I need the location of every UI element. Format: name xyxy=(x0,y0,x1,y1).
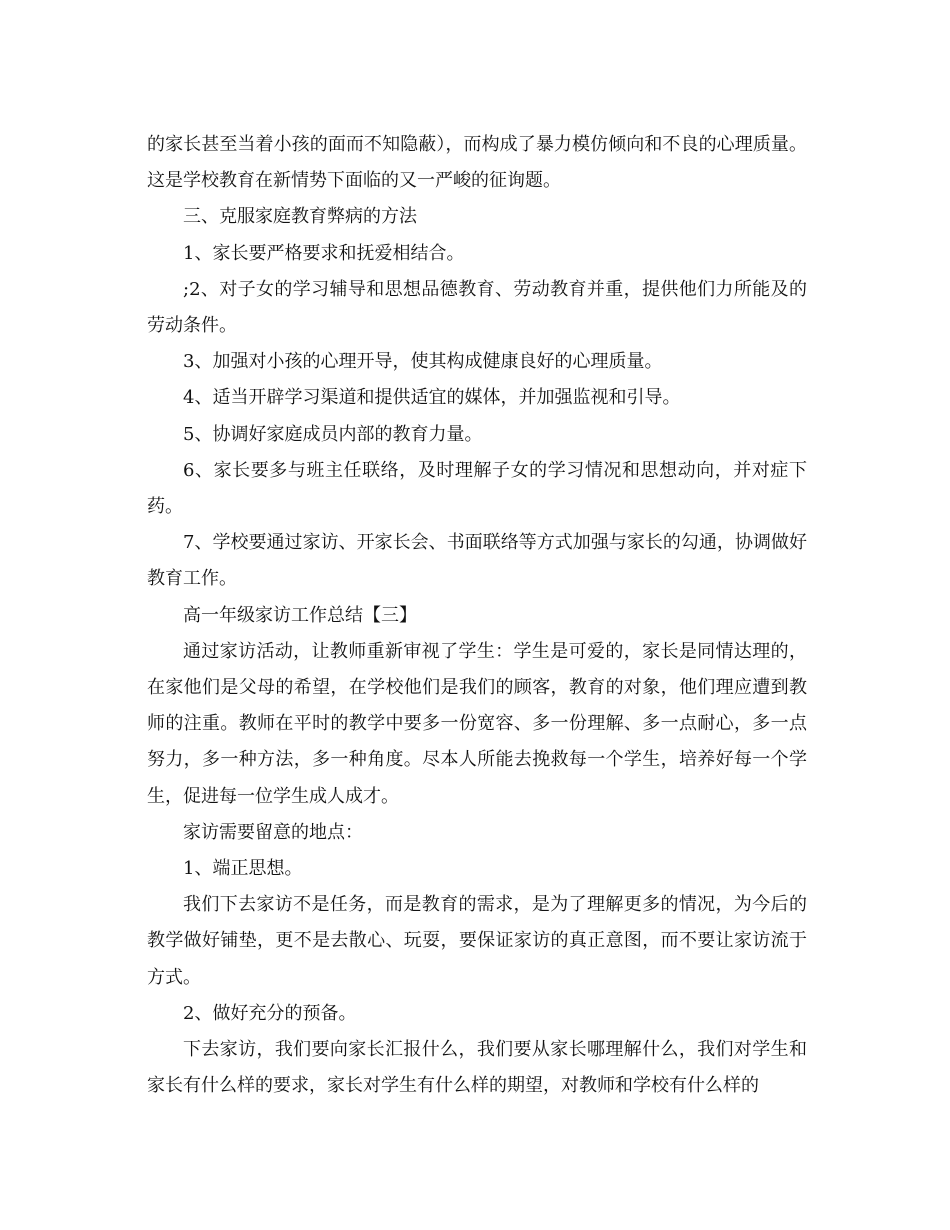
list-item-5: 5、协调好家庭成员内部的教育力量。 xyxy=(183,423,483,445)
paragraph-1: 的家长甚至当着小孩的面而不知隐蔽），而构成了暴力模仿倾向和不良的心理质量。这是学校教育在新情势下面临的又一严峻的征询题。 xyxy=(147,134,807,192)
note-item-2: 2、做好充分的预备。 xyxy=(183,1002,357,1024)
list-item-6: 6、家长要多与班主任联络，及时理解子女的学习情况和思想动向，并对症下药。 xyxy=(147,459,807,518)
list-item-1: 1、家长要严格要求和抚爱相结合。 xyxy=(183,242,465,264)
document-body xyxy=(147,127,807,1104)
section-heading-summary-three: 高一年级家访工作总结【三】 xyxy=(183,604,417,626)
section-heading-methods: 三、克服家庭教育弊病的方法 xyxy=(183,206,417,228)
paragraph-note-1-detail: 我们下去家访不是任务，而是教育的需求，是为了理解更多的情况，为今后的教学做好铺垫，更不是去散心、玩耍，要保证家访的真正意图，而不要让家访流于方式。 xyxy=(147,894,807,988)
list-item-3: 3、加强对小孩的心理开导，使其构成健康良好的心理质量。 xyxy=(183,351,663,373)
list-item-2: ;2、对子女的学习辅导和思想品德教育、劳动教育并重，提供他们力所能及的劳动条件。 xyxy=(147,278,807,337)
paragraph-note-2-detail: 下去家访，我们要向家长汇报什么，我们要从家长哪理解什么，我们对学生和家长有什么样的要求，家长对学生有什么样的期望，对教师和学校有什么样的 xyxy=(147,1039,807,1097)
paragraph-notes-heading: 家访需要留意的地点： xyxy=(183,821,363,843)
list-item-7: 7、学校要通过家访、开家长会、书面联络等方式加强与家长的勾通，协调做好教育工作。 xyxy=(147,532,807,590)
paragraph-home-visit: 通过家访活动，让教师重新审视了学生：学生是可爱的，家长是同情达理的，在家他们是父母的希望，在学校他们是我们的顾客，教育的对象，他们理应遭到教师的注重。教师在平时的教学中要多一份宽容、多一份理解、多一点耐心，多一点努力，多一种方法，多一种角度。尽本人所能去挽救每一个学生，培养好每一个学生，促进每一位学生成人成才。 xyxy=(147,640,807,807)
list-item-4: 4、适当开辟学习渠道和提供适宜的媒体，并加强监视和引导。 xyxy=(183,387,681,409)
note-item-1: 1、端正思想。 xyxy=(183,858,303,880)
